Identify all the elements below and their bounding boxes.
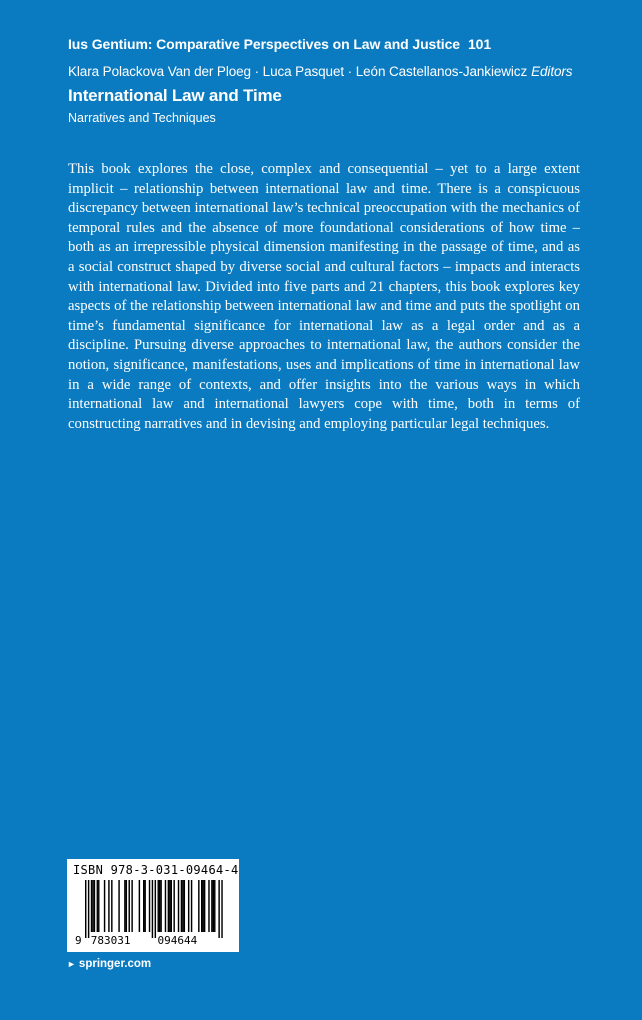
barcode-bar — [129, 880, 130, 932]
barcode-bar — [171, 880, 172, 932]
barcode-bar — [126, 880, 127, 932]
book-description: This book explores the close, complex and consequential – yet to a large extent implicit – relationship between international law and time. There is a conspicuous discrepancy between international law’s technical preoccupation with the mechanics of temporal rules and the absence of more foundational considerations of how time – both as an irrepressible physical dimension manifesting in the passage of time, and as a social construct shaped by diverse social and cultural factors – impacts and interacts with international law. Divided into five parts and 21 chapters, this book explores key aspects of the relationship between international law and time and puts the spotlight on time’s fundamental significance for international law as a legal order and as a discipline. Pursuing diverse approaches to international law, the authors consider the notion, significance, manifestations, uses and implications of time in international law in a wide range of contexts, and offer insights into the various ways in which international law and international lawyers cope with time, both in terms of constructing narratives and in devising and employing particular legal techniques. — [68, 161, 580, 432]
barcode-bar — [165, 880, 166, 932]
barcode-bar — [204, 880, 205, 932]
series-volume: 101 — [467, 36, 492, 52]
barcode-bar — [144, 880, 145, 932]
editors-line — [68, 64, 572, 79]
barcode-bar — [213, 880, 214, 932]
barcode-bar — [155, 880, 156, 938]
editors-role: Editors — [531, 64, 573, 79]
barcode-bar — [173, 880, 174, 932]
barcode-bar — [152, 880, 153, 938]
series-name: Ius Gentium: Comparative Perspectives on Law and Justice — [68, 36, 460, 52]
barcode-bar — [202, 880, 203, 932]
barcode-bar — [158, 880, 159, 932]
book-subtitle: Narratives and Techniques — [68, 111, 216, 125]
barcode-bar — [188, 880, 189, 932]
barcode-bar — [104, 880, 105, 932]
barcode-bar — [191, 880, 192, 932]
barcode-bar — [159, 880, 160, 932]
barcode-bar — [124, 880, 125, 932]
barcode-bar — [168, 880, 169, 932]
barcode-bar — [88, 880, 89, 938]
barcode-digits: 783031 — [90, 934, 131, 946]
editor-names: Klara Polackova Van der Ploeg · Luca Pasquet · León Castellanos-Jankiewicz — [68, 64, 528, 79]
barcode-icon — [74, 880, 232, 946]
barcode-bar — [178, 880, 179, 932]
publisher-link[interactable] — [67, 958, 151, 970]
barcode-bar — [201, 880, 202, 932]
barcode-bar — [94, 880, 95, 932]
arrow-right-icon: ► — [67, 959, 76, 969]
publisher-url: springer.com — [78, 958, 152, 970]
barcode-bar — [98, 880, 99, 932]
book-title: International Law and Time — [68, 86, 282, 105]
isbn-label: ISBN 978-3-031-09464-4 — [73, 863, 239, 877]
barcode-bar — [139, 880, 140, 932]
barcode-bar — [208, 880, 209, 932]
barcode-bar — [221, 880, 222, 938]
barcode-bar — [198, 880, 199, 932]
barcode-bar — [85, 880, 86, 938]
barcode-bar — [92, 880, 93, 932]
barcode-bar — [149, 880, 150, 932]
barcode-bar — [143, 880, 144, 932]
barcode-bar — [218, 880, 219, 938]
isbn-barcode — [67, 859, 239, 952]
barcode-bar — [184, 880, 185, 932]
barcode-bar — [169, 880, 170, 932]
barcode-bar — [214, 880, 215, 932]
barcode-bar — [182, 880, 183, 932]
barcode-digits: 9 — [75, 934, 82, 946]
barcode-bar — [91, 880, 92, 932]
barcode-bar — [118, 880, 119, 932]
barcode-bar — [131, 880, 132, 932]
barcode-bar — [111, 880, 112, 932]
barcode-bar — [97, 880, 98, 932]
barcode-bar — [160, 880, 161, 932]
barcode-bar — [108, 880, 109, 932]
series-heading — [68, 36, 491, 52]
barcode-bar — [211, 880, 212, 932]
barcode-digits: 094644 — [157, 934, 198, 946]
barcode-bar — [181, 880, 182, 932]
